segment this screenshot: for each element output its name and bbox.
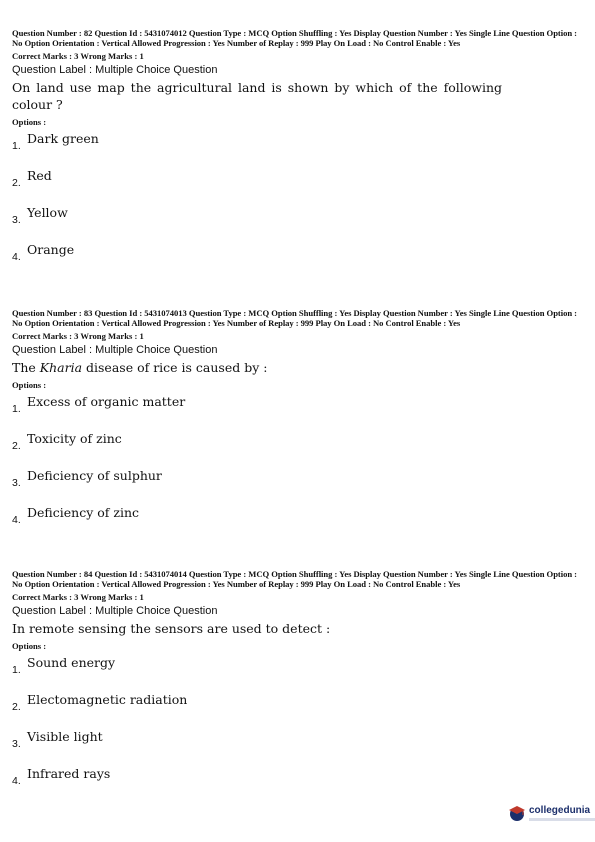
graduation-cap-icon (508, 804, 526, 822)
option-text: Sound energy (27, 655, 116, 670)
option-1[interactable] (12, 652, 587, 689)
option-number: 3. (12, 214, 21, 226)
option-3[interactable] (12, 465, 587, 502)
option-text: Dark green (27, 131, 99, 146)
option-number: 2. (12, 177, 21, 189)
brand-name: collegedunia (529, 804, 591, 816)
option-number: 1. (12, 403, 21, 415)
question-text-main: The (12, 360, 40, 375)
option-number: 3. (12, 477, 21, 489)
option-number: 1. (12, 664, 21, 676)
question-text-tail: disease of rice is caused by : (82, 360, 268, 375)
option-text: Visible light (27, 729, 103, 744)
option-number: 1. (12, 140, 21, 152)
option-4[interactable] (12, 763, 587, 800)
option-number: 2. (12, 701, 21, 713)
option-1[interactable] (12, 128, 587, 165)
question-block-82 (12, 28, 587, 276)
collegedunia-logo (508, 804, 595, 822)
question-block-83 (12, 308, 587, 539)
question-label: Question Label : Multiple Choice Question (12, 64, 218, 76)
option-text: Toxicity of zinc (27, 431, 122, 446)
option-2[interactable] (12, 428, 587, 465)
option-text: Deficiency of sulphur (27, 468, 162, 483)
option-number: 4. (12, 775, 21, 787)
option-text: Yellow (27, 205, 68, 220)
question-text-main: On land use map the agricultural land is shown by which of the following colour ? (12, 80, 502, 112)
question-label: Question Label : Multiple Choice Question (12, 344, 218, 356)
options-heading: Options : (12, 641, 47, 651)
option-3[interactable] (12, 202, 587, 239)
question-meta: Question Number : 83 Question Id : 5431074013 Question Type : MCQ Option Shuffling : Yes Display Question Number : Yes Single Line Question Option : No Option Orientation : Vertical Allowed Progression : Yes Number of Replay : 999 Play On Load : No Control Enable : Yes (12, 308, 577, 328)
question-block-84 (12, 569, 587, 800)
option-text: Red (27, 168, 52, 183)
question-text (12, 620, 502, 637)
option-number: 2. (12, 440, 21, 452)
brand-tagline-bar (529, 818, 595, 821)
option-text: Infrared rays (27, 766, 111, 781)
option-2[interactable] (12, 689, 587, 726)
question-marks: Correct Marks : 3 Wrong Marks : 1 (12, 51, 144, 61)
option-text: Excess of organic matter (27, 394, 186, 409)
option-1[interactable] (12, 391, 587, 428)
option-4[interactable] (12, 239, 587, 276)
question-text-main: In remote sensing the sensors are used to detect : (12, 621, 331, 636)
options-heading: Options : (12, 380, 47, 390)
question-label: Question Label : Multiple Choice Question (12, 605, 218, 617)
question-text (12, 359, 502, 376)
option-number: 3. (12, 738, 21, 750)
options-heading: Options : (12, 117, 47, 127)
brand (529, 806, 595, 821)
question-text (12, 79, 502, 113)
option-number: 4. (12, 514, 21, 526)
option-3[interactable] (12, 726, 587, 763)
question-marks: Correct Marks : 3 Wrong Marks : 1 (12, 331, 144, 341)
option-text: Orange (27, 242, 75, 257)
option-4[interactable] (12, 502, 587, 539)
option-2[interactable] (12, 165, 587, 202)
question-marks: Correct Marks : 3 Wrong Marks : 1 (12, 592, 144, 602)
question-meta: Question Number : 84 Question Id : 5431074014 Question Type : MCQ Option Shuffling : Yes Display Question Number : Yes Single Line Question Option : No Option Orientation : Vertical Allowed Progression : Yes Number of Replay : 999 Play On Load : No Control Enable : Yes (12, 569, 577, 589)
option-text: Deficiency of zinc (27, 505, 139, 520)
option-text: Electomagnetic radiation (27, 692, 188, 707)
option-number: 4. (12, 251, 21, 263)
question-text-italic: Kharia (39, 360, 83, 375)
question-meta: Question Number : 82 Question Id : 5431074012 Question Type : MCQ Option Shuffling : Yes Display Question Number : Yes Single Line Question Option : No Option Orientation : Vertical Allowed Progression : Yes Number of Replay : 999 Play On Load : No Control Enable : Yes (12, 28, 577, 48)
